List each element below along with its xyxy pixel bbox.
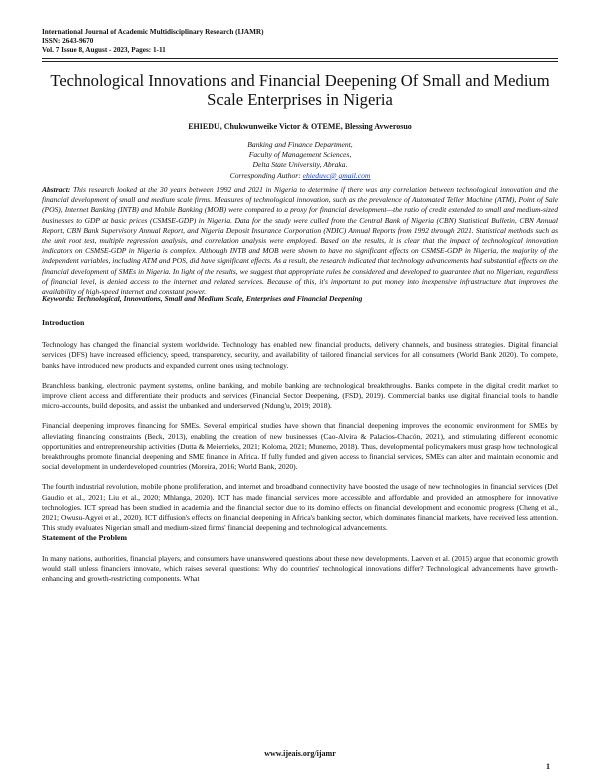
abstract-text: This research looked at the 30 years between 1992 and 2021 in Nigeria to determine if there was any correlation between technological innovation and the financial development of small and medium scale firms. Measures of technological innovation, such as the prevalence of Automated Teller Machine (ATM), Point of Sale (POS), Internet Banking (INTB) and Mobile Banking (MOB) were compared to a proxy for financial development—the ratio of credit extended to small and medium-sized businesses to GDP at basic prices (CSMSE-GDP) in Nigeria. Data for the study were culled from the Central Bank of Nigeria (CBN) Statistical Bulletin, CBN Annual Report, CBN Bank Supervisory Annual Report, and Nigeria Deposit Insurance Corporation (NDIC) Annual Reports from 1992 through 2021. Statistical methods such as the unit root test, multiple regression analysis, and correlation analysis were employed. Based on the results, it is clear that the impact of technological innovation indicators on CSMSE-GDP in Nigeria is complex. Although INTB and MOB were shown to have no significant effects on CSMSE-GDP in Nigeria, the majority of the independent variables, including ATM and POS, did have significant effects. As a result, the research indicated that technology advancements had substantial effects on the financial development of SMEs in Nigeria. In light of the results, we suggest that appropriate rules be considered and developed to guarantee that no Nigerian, regardless of financial level, is denied access to the internet and related services. Because of this, it's important to put money into inexpensive infrastructure that improves the availability of high-speed internet and constant power. (42, 185, 558, 297)
journal-volume: Vol. 7 Issue 8, August - 2023, Pages: 1-11 (42, 46, 166, 54)
corresponding-author (42, 171, 558, 181)
journal-name: International Journal of Academic Multidisciplinary Research (IJAMR) (42, 28, 264, 36)
journal-issn: ISSN: 2643-9670 (42, 37, 94, 45)
header-rule-bottom (42, 61, 558, 62)
keywords: Keywords: Technological, Innovations, Small and Medium Scale, Enterprises and Financial Deepening (42, 294, 363, 303)
problem-heading: Statement of the Problem (42, 533, 127, 543)
journal-header (42, 28, 263, 55)
paper-title: Technological Innovations and Financial Deepening Of Small and Medium Scale Enterprises in Nigeria (50, 71, 550, 109)
author-affiliation (42, 140, 558, 181)
paper-body (42, 318, 558, 594)
affiliation-department: Banking and Finance Department, (247, 140, 353, 149)
intro-paragraph-2: Branchless banking, electronic payment systems, online banking, and mobile banking are technological breakthroughs. Banks compete in the digital credit market to improve client access and differentiate their products and services (Financial Sector Deepening, (FSD), 2019). Commercial banks use digital financial tools to handle micro-accounts, build deposits, and assist the unbanked and underserved (Ndung'u, 2019; 2018). (42, 380, 558, 411)
abstract (42, 185, 558, 297)
footer-url[interactable]: www.ijeais.org/ijamr (264, 749, 336, 758)
introduction-heading: Introduction (42, 318, 85, 327)
intro-paragraph-4: The fourth industrial revolution, mobile phone proliferation, and internet and broadband connectivity have boosted the usage of new technologies in financial services (Del Gaudio et al., 2021; Liu et al., 2020; Mhlanga, 2020). ICT has made financial services more accessible and affordable and provided an atmosphere for innovative technologies. ICT spread has been studied in academia and the financial sector due to its domino effects on financial development and economic progress (Cheng et al., 2021; Owusu-Agyei et al., 2020). ICT diffusion's effects on financial deepening in Africa's banking sector, which dominates financial markets, have received less attention. This study evaluates Nigerian small and medium-sized firms' financial deepening and technological advancements. (42, 482, 558, 533)
intro-paragraph-1: Technology has changed the financial system worldwide. Technology has enabled new financial products, delivery channels, and business strategies. Digital financial services (DFS) have increased efficiency, speed, transparency, security, and availability of tailored financial services for all consumers (World Bank 2020). To compete, banks have introduced new products and expanded current ones using technology. (42, 340, 558, 370)
paper-authors: EHIEDU, Chukwunweike Victor & OTEME, Blessing Avwerosuo (188, 122, 412, 131)
problem-paragraph-1: In many nations, authorities, financial players, and consumers have unanswered questions about these new developments. Laeven et al. (2015) argue that economic growth would stall unless financiers innovate, which raises several questions: Why do countries' technological innovations differ? Technological advancements have growth-enhancing and growth-restricting components. What (42, 553, 558, 584)
corresponding-label: Corresponding Author: (229, 170, 303, 180)
affiliation-university: Delta State University, Abraka. (252, 160, 348, 170)
author-email-link[interactable]: ehieduvc@ gmail.com (302, 170, 371, 180)
affiliation-faculty: Faculty of Management Sciences, (248, 150, 352, 160)
page-number: 1 (546, 762, 550, 771)
abstract-label: Abstract: (42, 185, 71, 194)
header-rule-top (42, 58, 558, 59)
intro-paragraph-3: Financial deepening improves financing for SMEs. Several empirical studies have shown that financial deepening improves the economic environment for SMEs by alleviating financing constraints (Beck, 2013), enabling the creation of new businesses (Cao-Alvira & Palacios-Chacón, 2021), and stimulating different economic opportunities and entrepreneurship activities (Dutta & Meierrieks, 2021; Koloma, 2021; Munemo, 2018). Thus, developmental policymakers must grasp how technological breakthroughs promote financial deepening and SME finance in Africa. If fully funded and given access to financial services, SMEs can alter and maintain economic and social development in underdeveloped countries (Moreira, 2016; World Bank, 2020). (42, 421, 558, 472)
